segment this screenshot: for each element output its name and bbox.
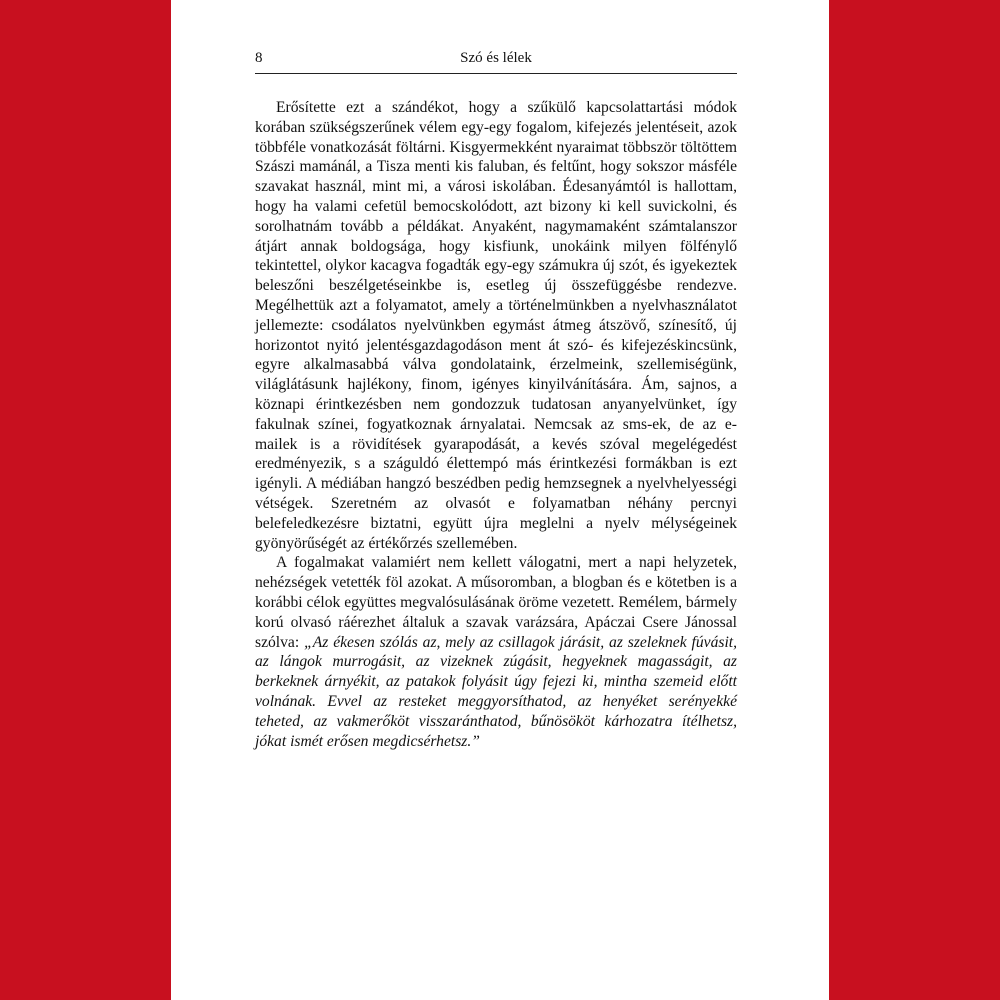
paragraph-2-text: A fogalmakat valamiért nem kellett válogatni, mert a napi helyzetek, nehézségek vetették föl azokat. A műsoromban, a blogban és e kötetben is a korábbi célok együttes megvalósulásának öröme vezetett. Remélem, bármely korú olvasó ráérezhet általuk a szavak varázsára, Apáczai Csere Jánossal szólva: — [255, 554, 737, 651]
running-title: Szó és lélek — [460, 50, 532, 66]
body-text — [255, 98, 737, 751]
paragraph-1 — [255, 98, 737, 553]
page-number: 8 — [255, 50, 263, 66]
apaczai-quote: „Az ékesen szólás az, mely az csillagok járásit, az szeleknek fúvásit, az lángok murrogásit, az vizeknek zúgásit, hegyeknek magasságit, az berkeknek árnyékit, az patakok folyásit úgy fejezi ki, mintha szemeid előtt volnának. Evvel az resteket meggyorsíthatod, az henyéket serényekké teheted, az vakmerőköt visszaránthatod, bűnösököt kárhozatra ítélhetsz, jókat ismét erősen megdicsérhetsz.” — [255, 633, 738, 750]
header-rule — [255, 73, 737, 74]
paragraph-2 — [255, 553, 737, 751]
paragraph-1-text: Erősítette ezt a szándékot, hogy a szűkülő kapcsolattartási módok korában szükségszerűnek vélem egy-egy fogalom, kifejezés jelentéseit, azok többféle vonatkozását föltárni. Kisgyermekként nyaraimat többször töltöttem Szászi mamánál, a Tisza menti kis faluban, és feltűnt, hogy sokszor másféle szavakat használ, mint mi, a városi iskolában. Édesanyámtól is hallottam, hogy ha valami cefetül bemocskolódott, azt bizony ki kell suvickolni, és sorolhatnám tovább a példákat. Anyaként, nagymamaként számtalanszor átjárt annak boldogsága, hogy kisfiunk, unokáink milyen fölfénylő tekintettel, olykor kacagva fogadták egy-egy számukra új szót, és igyekeztek beleszőni beszélgetéseinkbe is, esetleg új összefüggésbe rendezve. Megélhettük azt a folyamatot, amely a történelmünkben a nyelvhasználatot jellemezte: csodálatos nyelvünkben egymást átmeg átszövő, színesítő, új horizontot nyitó jelentésgazdagodáson ment át szó- és kifejezéskincsünk, egyre alkalmasabbá válva gondolataink, érzelmeink, szellemiségünk, világlátásunk hajlékony, finom, igényes kinyilvánítására. Ám, sajnos, a köznapi érintkezésben nem gondozzuk tudatosan anyanyelvünket, így fakulnak színei, fogyatkoznak árnyalatai. Nemcsak az sms-ek, de az e-mailek is a rövidítések gyarapodását, a kevés szóval megelégedést eredményezik, s a száguldó élettempó más érintkezési formákban is ezt igényli. A médiában hangzó beszédben pedig hemzsegnek a nyelvhelyességi vétségek. Szeretném az olvasót e folyamatban néhány percnyi belefeledkezésre biztatni, együtt újra meglelni a nyelv mélységeinek gyönyörűségét az értékőrzés szellemében. — [255, 99, 737, 552]
page-header — [255, 50, 737, 74]
book-page — [171, 0, 829, 1000]
